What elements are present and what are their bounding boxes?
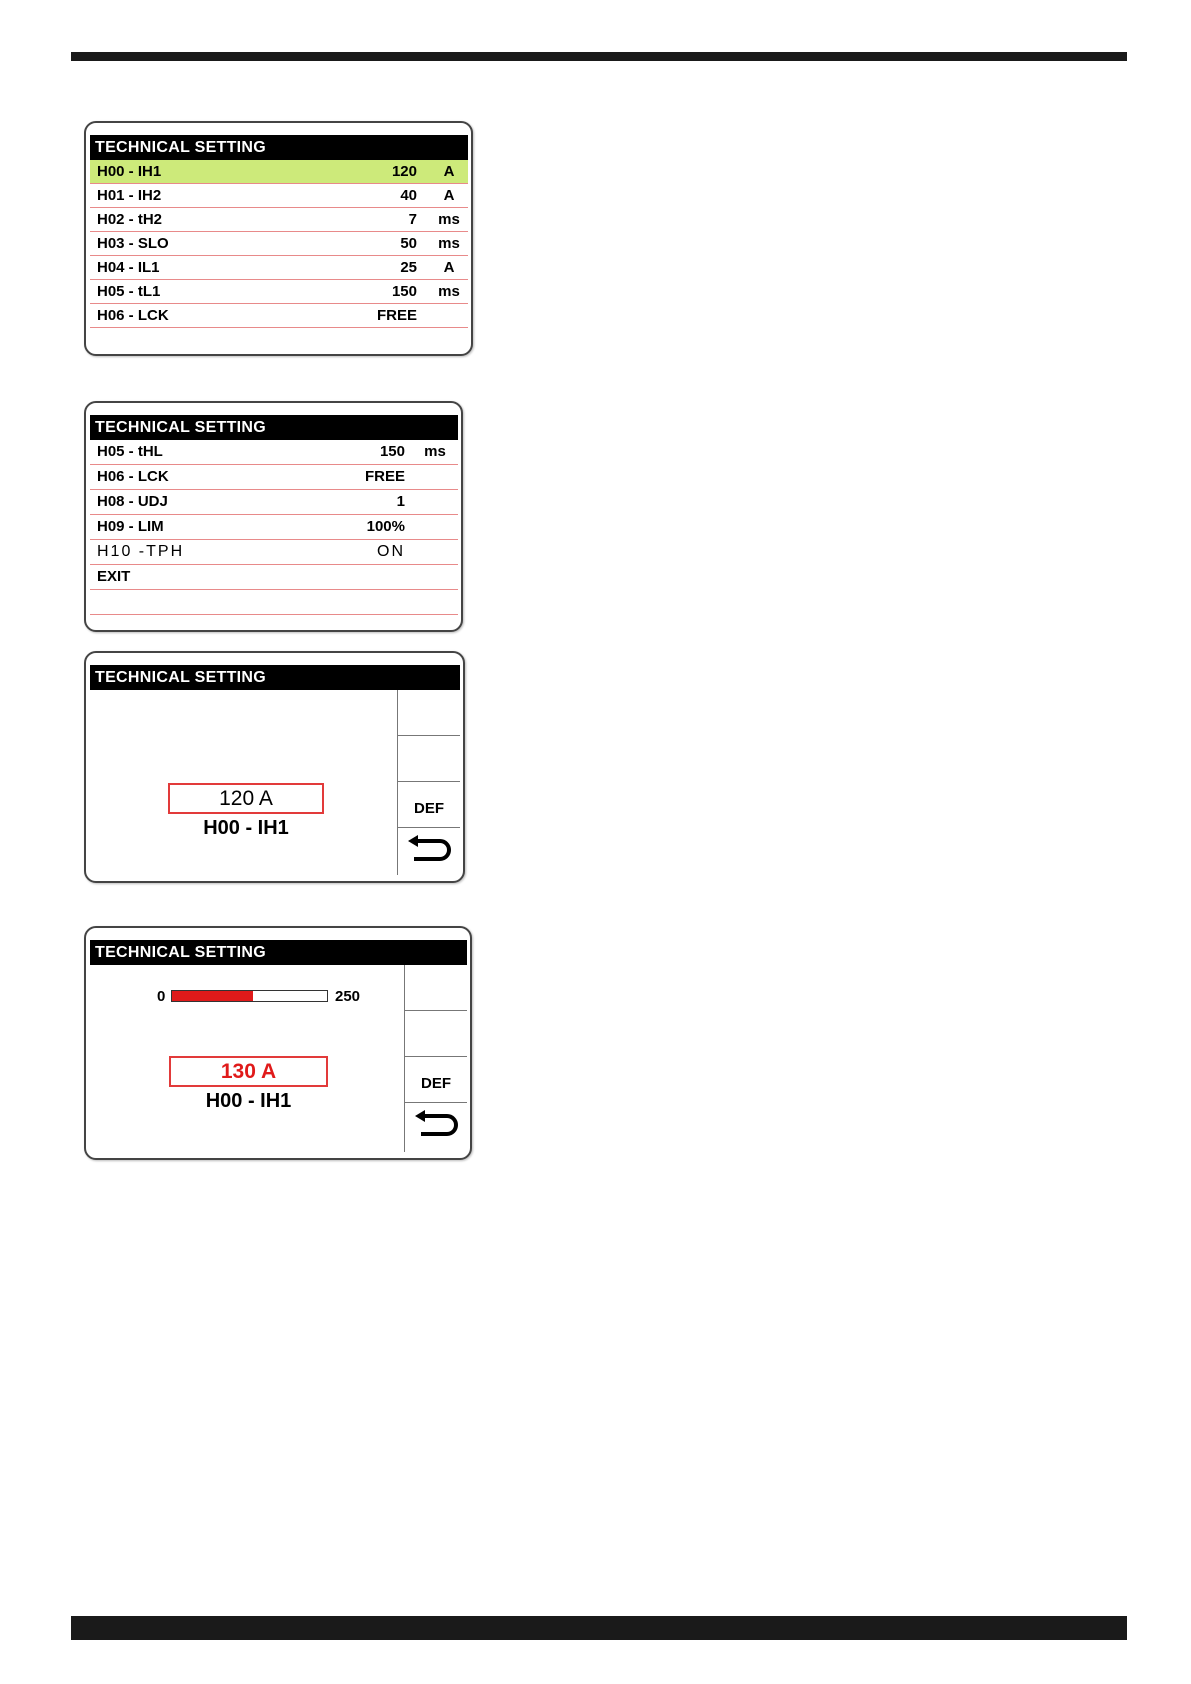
settings-list bbox=[90, 440, 458, 615]
list-item-h02[interactable] bbox=[90, 208, 468, 232]
value-bar-fill bbox=[172, 991, 253, 1001]
param-value: 50 bbox=[400, 235, 417, 252]
param-value: 100% bbox=[366, 518, 405, 535]
list-item-h05[interactable] bbox=[90, 440, 458, 465]
technical-setting-list-screen-2 bbox=[84, 401, 463, 632]
list-item-h06[interactable] bbox=[90, 304, 468, 328]
param-code: H08 - UDJ bbox=[97, 493, 168, 510]
list-item-h01[interactable] bbox=[90, 184, 468, 208]
param-value: 150 bbox=[391, 283, 417, 300]
value-bar bbox=[171, 990, 328, 1002]
param-code: H00 - IH1 bbox=[97, 163, 162, 180]
softkey-empty-2[interactable] bbox=[405, 1011, 467, 1057]
softkey-empty-1[interactable] bbox=[398, 690, 460, 736]
softkey-column bbox=[397, 690, 460, 875]
param-code: H06 - LCK bbox=[97, 307, 169, 324]
screen-title: TECHNICAL SETTING bbox=[90, 135, 468, 160]
list-item-h03[interactable] bbox=[90, 232, 468, 256]
softkey-empty-1[interactable] bbox=[405, 965, 467, 1011]
technical-setting-list-screen-1 bbox=[84, 121, 473, 356]
param-value: FREE bbox=[376, 307, 417, 324]
param-code: H02 - tH2 bbox=[97, 211, 163, 228]
param-value: 150 bbox=[379, 443, 405, 460]
screen-title: TECHNICAL SETTING bbox=[90, 665, 460, 690]
bottom-rule bbox=[71, 1616, 1127, 1640]
top-rule bbox=[71, 52, 1127, 61]
param-unit: A bbox=[443, 187, 455, 204]
param-unit: ms bbox=[438, 283, 460, 300]
softkey-column bbox=[404, 965, 467, 1152]
list-item-h06[interactable] bbox=[90, 465, 458, 490]
return-arrow-icon bbox=[406, 834, 452, 866]
param-name: H00 - IH1 bbox=[205, 1090, 292, 1112]
technical-setting-edit-screen-1 bbox=[84, 651, 465, 883]
param-value: ON bbox=[377, 543, 405, 560]
param-value: 40 bbox=[400, 187, 417, 204]
param-value: 1 bbox=[396, 493, 405, 510]
bar-min-label: 0 bbox=[157, 988, 166, 1005]
def-button[interactable]: DEF bbox=[398, 782, 460, 828]
param-code: H01 - IH2 bbox=[97, 187, 162, 204]
list-item-empty bbox=[90, 590, 458, 615]
param-value: 7 bbox=[408, 211, 417, 228]
param-value: FREE bbox=[364, 468, 405, 485]
param-code: H06 - LCK bbox=[97, 468, 169, 485]
back-button[interactable] bbox=[405, 1103, 467, 1147]
param-unit: A bbox=[443, 163, 455, 180]
list-item-h10[interactable] bbox=[90, 540, 458, 565]
screen-title: TECHNICAL SETTING bbox=[90, 940, 467, 965]
param-name: H00 - IH1 bbox=[203, 817, 289, 839]
softkey-empty-2[interactable] bbox=[398, 736, 460, 782]
exit-label: EXIT bbox=[97, 568, 131, 585]
param-unit: ms bbox=[438, 211, 460, 228]
technical-setting-edit-screen-2 bbox=[84, 926, 472, 1160]
bar-max-label: 250 bbox=[335, 988, 361, 1005]
settings-list bbox=[90, 160, 468, 328]
param-code: H09 - LIM bbox=[97, 518, 164, 535]
param-code: H05 - tHL bbox=[97, 443, 163, 460]
param-code: H04 - IL1 bbox=[97, 259, 160, 276]
return-arrow-icon bbox=[413, 1109, 459, 1141]
param-code: H05 - tL1 bbox=[97, 283, 161, 300]
param-unit: A bbox=[443, 259, 455, 276]
value-display: 130 A bbox=[169, 1056, 328, 1087]
list-item-h08[interactable] bbox=[90, 490, 458, 515]
screen-title: TECHNICAL SETTING bbox=[90, 415, 458, 440]
list-item-exit[interactable] bbox=[90, 565, 458, 590]
value-display: 120 A bbox=[168, 783, 324, 814]
list-item-h04[interactable] bbox=[90, 256, 468, 280]
param-code: H10 -TPH bbox=[97, 543, 185, 560]
list-item-h09[interactable] bbox=[90, 515, 458, 540]
list-item-h05[interactable] bbox=[90, 280, 468, 304]
list-item-h00[interactable] bbox=[90, 160, 468, 184]
param-code: H03 - SLO bbox=[97, 235, 169, 252]
param-unit: ms bbox=[424, 443, 446, 460]
def-button[interactable]: DEF bbox=[405, 1057, 467, 1103]
param-value: 120 bbox=[391, 163, 417, 180]
back-button[interactable] bbox=[398, 828, 460, 872]
param-value: 25 bbox=[400, 259, 417, 276]
param-unit: ms bbox=[438, 235, 460, 252]
